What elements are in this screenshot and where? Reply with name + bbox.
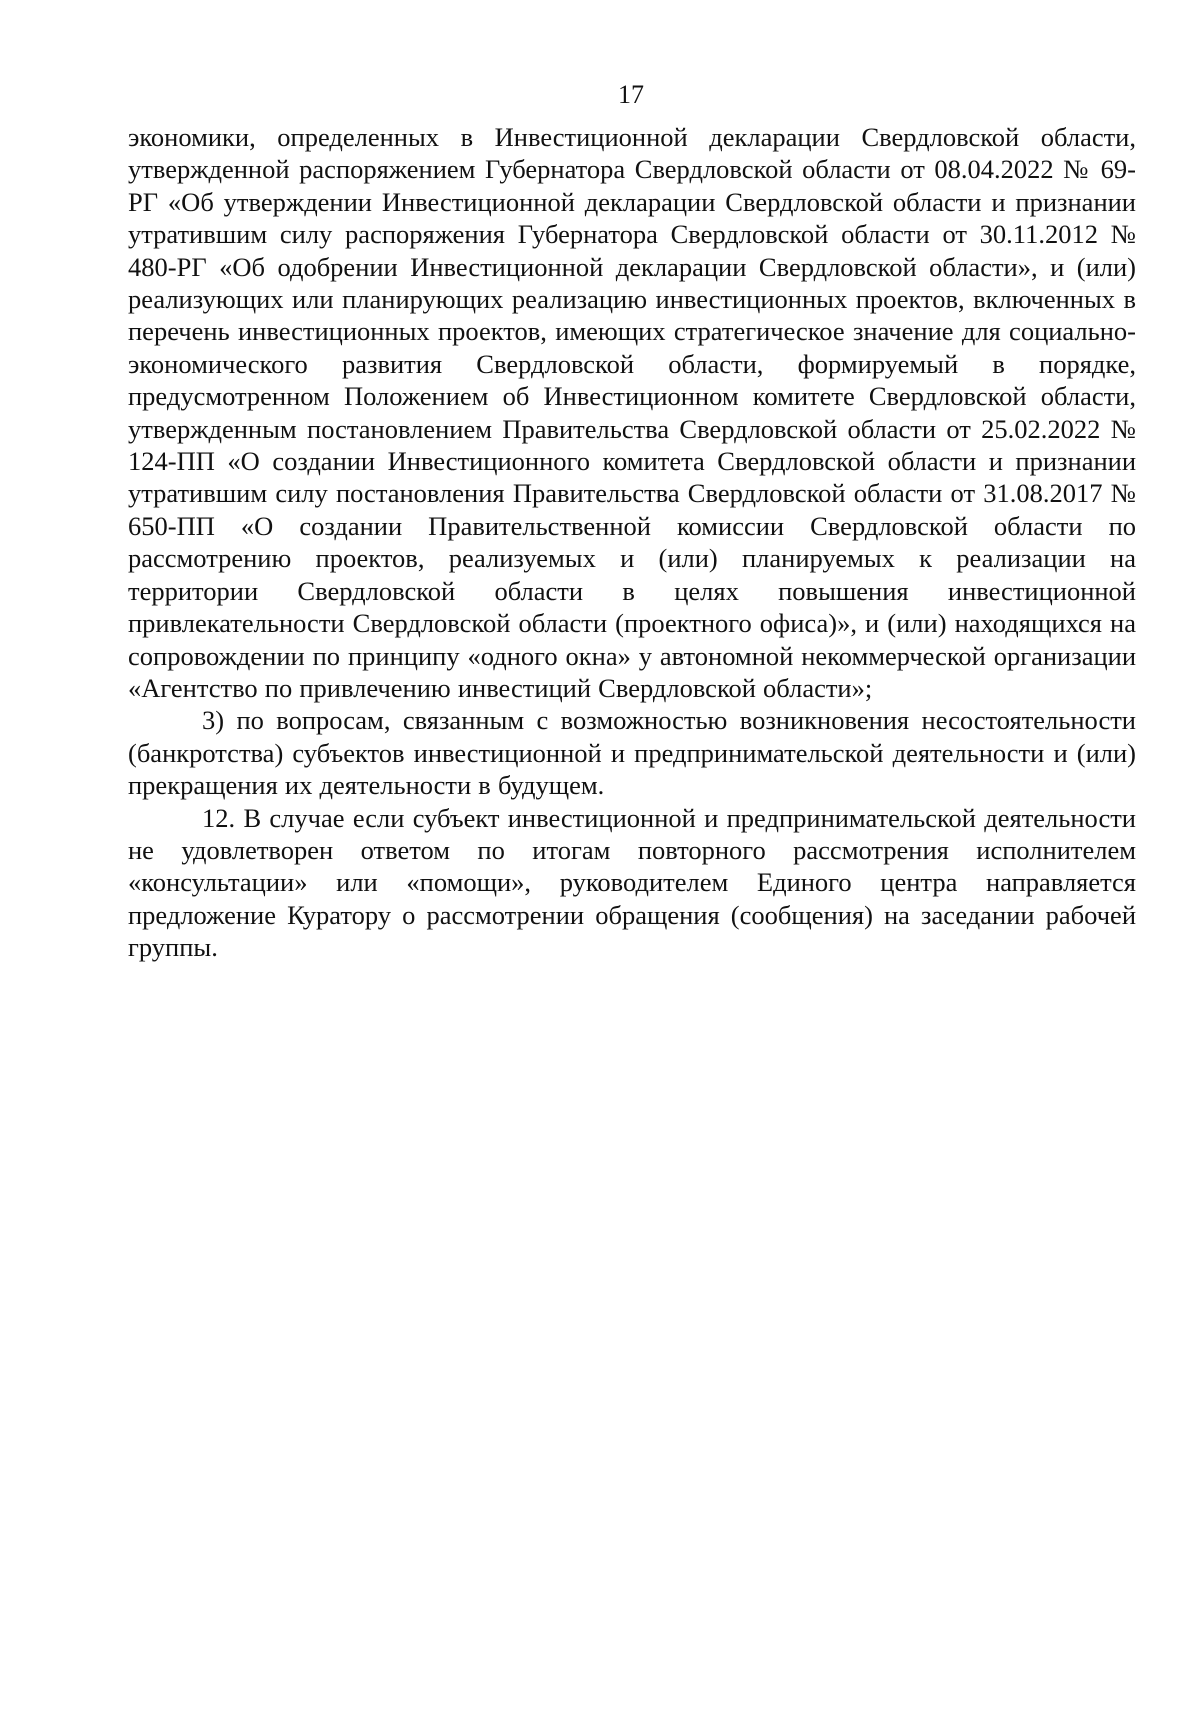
document-body: [128, 121, 1136, 964]
page-number: 17: [618, 80, 644, 109]
paragraph-section-12: 12. В случае если субъект инвестиционной и предпринимательской деятельности не удовлетворен ответом по итогам повторного рассмотрения исполнителем «консультации» или «помощи», руководителем Единого центра направляется предложение Куратору о рассмотрении обращения (сообщения) на заседании рабочей группы.: [128, 802, 1136, 963]
paragraph-continuation: экономики, определенных в Инвестиционной декларации Свердловской области, утвержденной распоряжением Губернатора Свердловской области от 08.04.2022 № 69-РГ «Об утверждении Инвестиционной декларации Свердловской области и признании утратившим силу распоряжения Губернатора Свердловской области от 30.11.2012 № 480-РГ «Об одобрении Инвестиционной декларации Свердловской области», и (или) реализующих или планирующих реализацию инвестиционных проектов, включенных в перечень инвестиционных проектов, имеющих стратегическое значение для социально-экономического развития Свердловской области, формируемый в порядке, предусмотренном Положением об Инвестиционном комитете Свердловской области, утвержденным постановлением Правительства Свердловской области от 25.02.2022 № 124-ПП «О создании Инвестиционного комитета Свердловской области и признании утратившим силу постановления Правительства Свердловской области от 31.08.2017 № 650-ПП «О создании Правительственной комиссии Свердловской области по рассмотрению проектов, реализуемых и (или) планируемых к реализации на территории Свердловской области в целях повышения инвестиционной привлекательности Свердловской области (проектного офиса)», и (или) находящихся на сопровождении по принципу «одного окна» у автономной некоммерческой организации «Агентство по привлечению инвестиций Свердловской области»;: [128, 122, 1136, 703]
paragraph-item-3: 3) по вопросам, связанным с возможностью возникновения несостоятельности (банкротства) субъектов инвестиционной и предпринимательской деятельности и (или) прекращения их деятельности в будущем.: [128, 705, 1136, 801]
